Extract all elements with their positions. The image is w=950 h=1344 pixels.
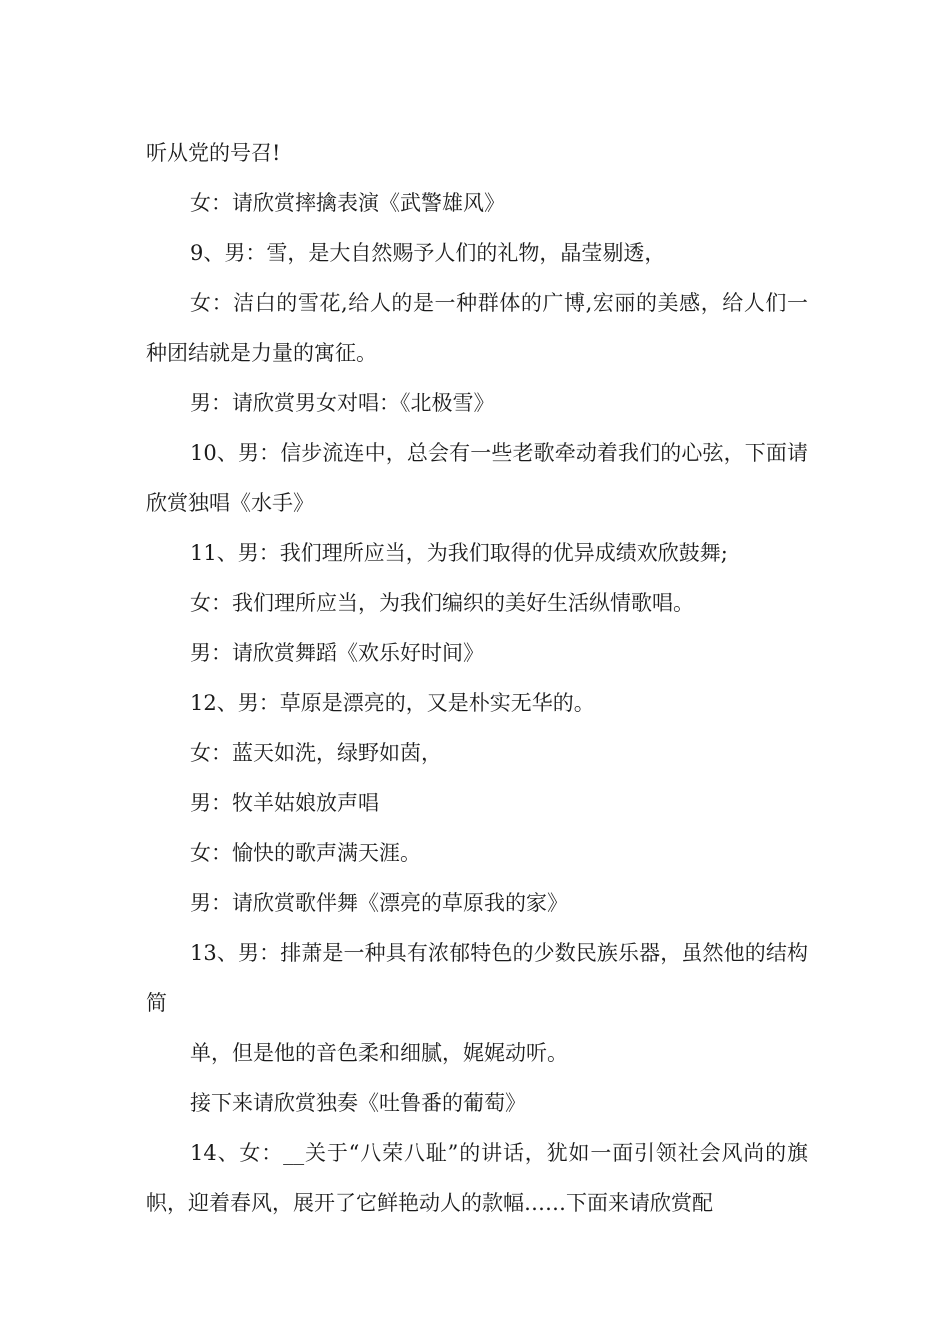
paragraph: 14、女：__关于“八荣八耻”的讲话，犹如一面引领社会风尚的旗帜，迎着春风，展开了它鲜艳动人的款幅……下面来请欣赏配	[146, 1141, 808, 1215]
paragraph: 男：牧羊姑娘放声唱	[190, 791, 379, 815]
paragraph: 女：请欣赏摔擒表演《武警雄风》	[190, 191, 505, 215]
paragraph: 12、男：草原是漂亮的，又是朴实无华的。	[190, 691, 595, 715]
paragraph: 单，但是他的音色柔和细腻，娓娓动听。	[190, 1041, 568, 1065]
document-body	[146, 128, 808, 1228]
paragraph: 男：请欣赏舞蹈《欢乐好时间》	[190, 641, 484, 665]
paragraph: 10、男：信步流连中，总会有一些老歌牵动着我们的心弦，下面请欣赏独唱《水手》	[146, 441, 808, 515]
paragraph: 9、男：雪，是大自然赐予人们的礼物，晶莹剔透，	[190, 241, 666, 265]
paragraph: 男：请欣赏男女对唱：《北极雪》	[190, 391, 495, 415]
paragraph: 听从党的号召!	[146, 141, 281, 165]
paragraph: 接下来请欣赏独奏《吐鲁番的葡萄》	[190, 1091, 526, 1115]
paragraph: 女：我们理所应当，为我们编织的美好生活纵情歌唱。	[190, 591, 694, 615]
paragraph: 男：请欣赏歌伴舞《漂亮的草原我的家》	[190, 891, 568, 915]
paragraph: 女：洁白的雪花,给人的是一种群体的广博,宏丽的美感，给人们一种团结就是力量的寓征。	[146, 291, 808, 365]
paragraph: 11、男：我们理所应当，为我们取得的优异成绩欢欣鼓舞;	[190, 541, 728, 565]
paragraph: 13、男：排萧是一种具有浓郁特色的少数民族乐器，虽然他的结构简	[146, 941, 808, 1015]
paragraph: 女：愉快的歌声满天涯。	[190, 841, 421, 865]
paragraph: 女：蓝天如洗，绿野如茵，	[190, 741, 442, 765]
